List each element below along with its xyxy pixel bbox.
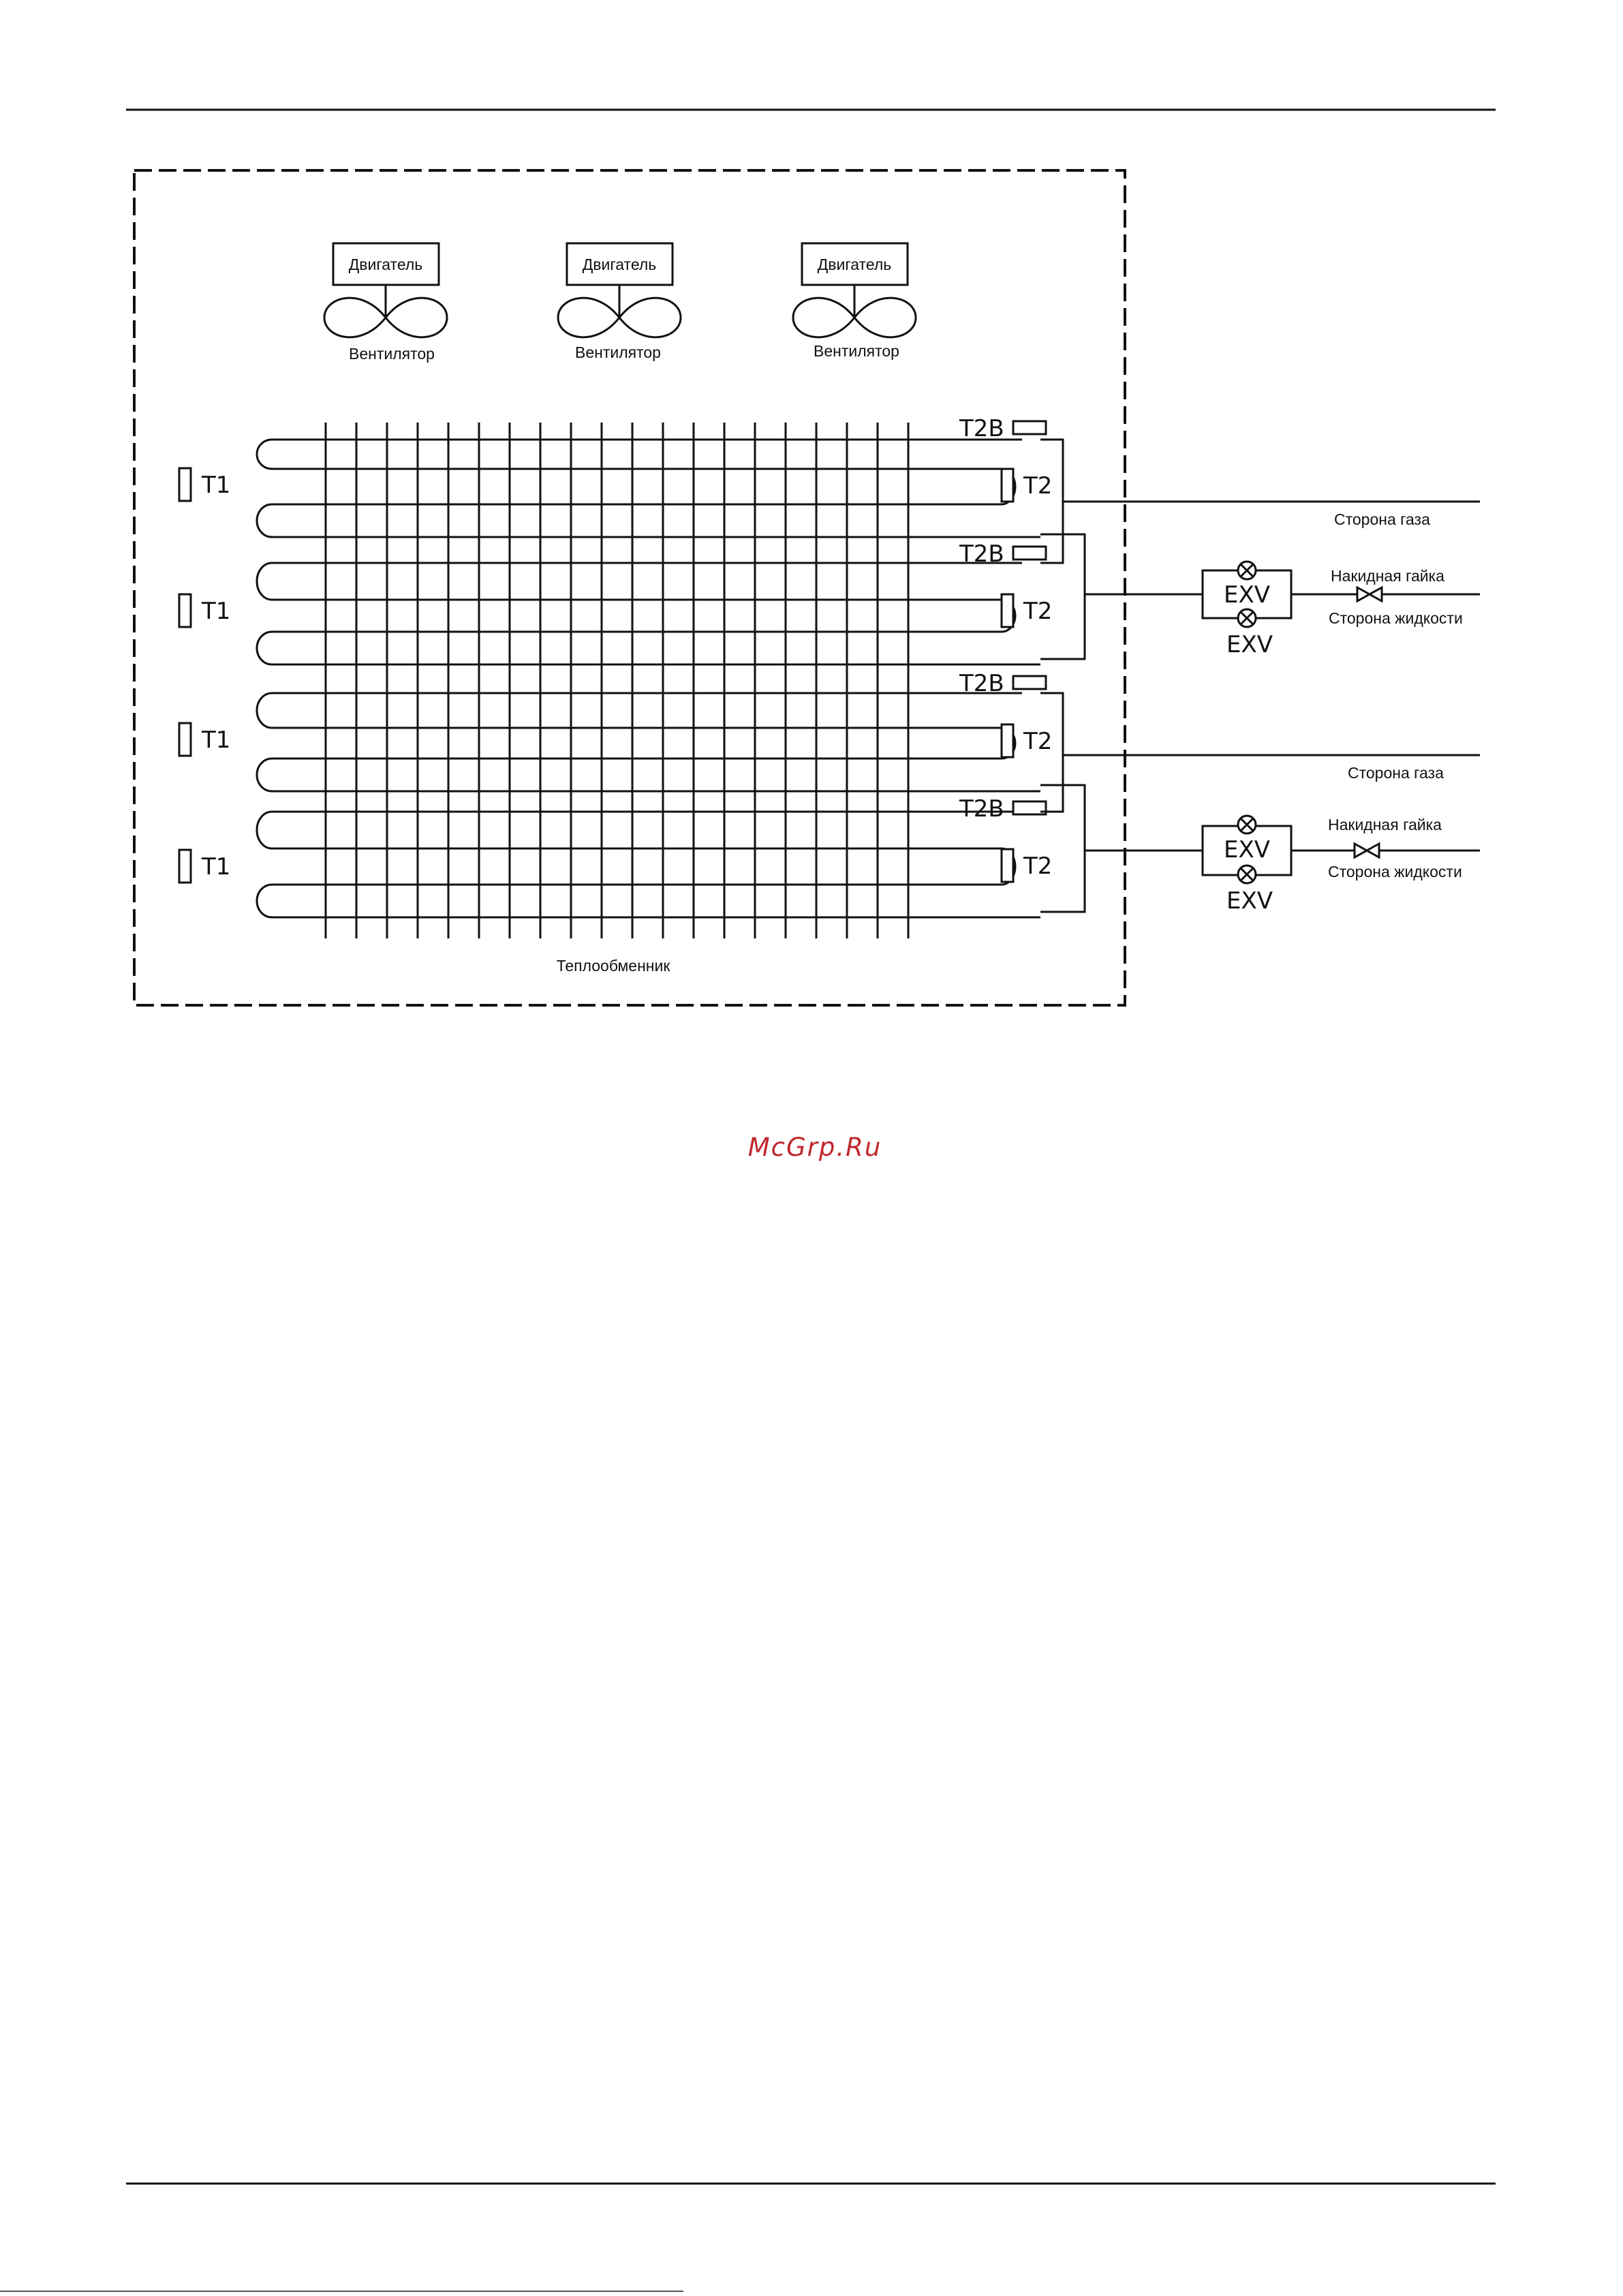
- t2-sensor-icon: [1002, 469, 1013, 502]
- gas-header-a: [1040, 440, 1063, 563]
- heat-exchanger-fins: [326, 423, 908, 938]
- t1-label: T1: [202, 853, 231, 881]
- t2-label: T2: [1023, 472, 1053, 500]
- motor-label: Двигатель: [817, 256, 892, 273]
- t2-sensor-icon: [1002, 594, 1013, 627]
- coil-tube: [257, 563, 1040, 664]
- fan-group-1: [324, 243, 447, 363]
- t2b-label: T2B: [959, 670, 1004, 697]
- t1-label: T1: [202, 598, 231, 625]
- t1-sensor-icon: [179, 594, 191, 627]
- t1-label: T1: [202, 472, 231, 499]
- exv-label-lower: EXV: [1226, 887, 1273, 915]
- t1-label: T1: [202, 726, 231, 754]
- exv-label: EXV: [1223, 581, 1271, 609]
- watermark: McGrp.Ru: [747, 1133, 882, 1162]
- t2b-label: T2B: [959, 795, 1004, 823]
- t2b-sensor-icon: [1013, 676, 1046, 689]
- heat-exchanger-label: Теплообменник: [556, 957, 670, 975]
- fan-label: Вентилятор: [814, 342, 899, 360]
- motor-label: Двигатель: [582, 256, 657, 273]
- liquid-side-label: Сторона жидкости: [1329, 609, 1463, 627]
- flare-nut-label: Накидная гайка: [1331, 567, 1444, 585]
- unit-boundary: [134, 170, 1125, 1005]
- flare-nut-icon: [1355, 844, 1379, 857]
- exv-label-lower: EXV: [1226, 631, 1273, 658]
- fan-group-2: [558, 243, 681, 361]
- heat-exchanger-tubes: [257, 440, 1040, 917]
- t2b-sensor-icon: [1013, 421, 1046, 434]
- t1-sensor-icon: [179, 850, 191, 883]
- t2b-sensor-icon: [1013, 547, 1046, 560]
- fan-label: Вентилятор: [349, 345, 435, 363]
- t2-sensor-icon: [1002, 724, 1013, 757]
- t1-sensor-icon: [179, 468, 191, 501]
- t2-label: T2: [1023, 598, 1053, 625]
- t2-sensor-icon: [1002, 849, 1013, 882]
- fan-group-3: [793, 243, 916, 360]
- exv-label: EXV: [1223, 836, 1271, 863]
- t2-label: T2: [1023, 853, 1053, 880]
- motor-label: Двигатель: [348, 256, 423, 273]
- flare-nut-icon: [1357, 587, 1382, 601]
- gas-side-label: Сторона газа: [1348, 764, 1444, 782]
- t2b-label: T2B: [959, 540, 1004, 568]
- t1-sensor-icon: [179, 723, 191, 756]
- gas-side-label: Сторона газа: [1334, 510, 1430, 528]
- coil-tube: [257, 693, 1040, 791]
- flare-nut-label: Накидная гайка: [1328, 816, 1442, 833]
- fan-label: Вентилятор: [575, 343, 661, 361]
- t2b-label: T2B: [959, 415, 1004, 442]
- liquid-side-label: Сторона жидкости: [1328, 863, 1462, 881]
- t2-label: T2: [1023, 728, 1053, 755]
- coil-tube: [257, 440, 1040, 537]
- coil-tube: [257, 812, 1040, 917]
